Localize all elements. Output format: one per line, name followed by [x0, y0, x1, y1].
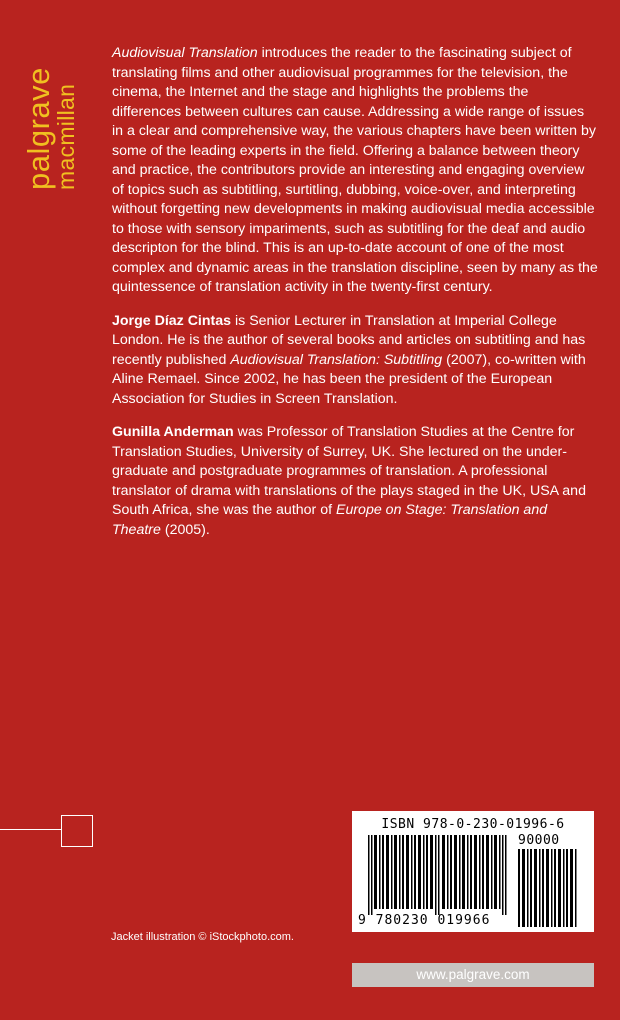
- addon-barcode: [518, 849, 578, 927]
- author-bio-text: was Professor of Translation Studies at the Centre for Translation Studies, University of Surrey, UK. She lectured on the under-graduate and postgraduate programmes of translation. A professional translator of drama with translations of the plays staged in the UK, USA and South Africa, she was the author of: [112, 424, 586, 518]
- jacket-credit: Jacket illustration © iStockphoto.com.: [111, 931, 294, 943]
- author-bio-diaz-cintas: [112, 312, 598, 410]
- decorative-line: [0, 829, 61, 830]
- author-bio-text: (2005).: [160, 521, 210, 538]
- price-addon-digits: 90000: [518, 833, 560, 848]
- author-bio-text: is Senior Lecturer in Translation at Imperial College London. He is the author of several books and articles on subtitling and has recently published: [112, 312, 586, 368]
- publisher-url[interactable]: www.palgrave.com: [352, 963, 594, 987]
- logo-palgrave: palgrave: [21, 67, 56, 190]
- decorative-square: [61, 815, 93, 847]
- publisher-logo: [21, 67, 79, 190]
- author-book-title: Audiovisual Translation: Subtitling: [230, 351, 443, 368]
- book-title: Audiovisual Translation: [112, 45, 258, 61]
- barcode-panel: [352, 811, 594, 932]
- author-bio-anderman: [112, 423, 598, 540]
- author-bio-text: (2007), co-written with Aline Remael. Since 2002, he has been the president of the European Association for Studies in Screen Translation.: [112, 351, 586, 407]
- ean-digits: 9 780230 019966: [358, 913, 491, 928]
- description-text: introduces the reader to the fascinating subject of translating films and other audiovisual programmes for the television, the cinema, the Internet and the stage and highlights the problems the differences between cultures can cause. Addressing a wide range of issues in a clear and comprehensive way, the various chapters have been written by some of the leading experts in the field. Offering a balance between theory and practice, the contributors provide an interesting and engaging overview of topics such as subtitling, surtitling, dubbing, voice-over, and interpreting without forgetting new developments in making audiovisual media accessible to those with sensory impariments, such as subtitling for the deaf and audio descripton for the blind. This is an up-to-date account of one of the most complex and dynamic areas in the translation discipline, seen by many as the quintessence of translation activity in the twenty-first century.: [112, 45, 598, 295]
- author-name: Gunilla Anderman: [112, 424, 234, 440]
- logo-macmillan: macmillan: [53, 83, 79, 190]
- author-book-title: Europe on Stage: Translation and Theatre: [112, 502, 548, 538]
- blurb: [112, 44, 598, 554]
- description-paragraph: [112, 44, 598, 298]
- isbn-text: ISBN 978-0-230-01996-6: [381, 817, 565, 832]
- author-name: Jorge Díaz Cintas: [112, 312, 232, 329]
- ean-barcode: [368, 835, 510, 915]
